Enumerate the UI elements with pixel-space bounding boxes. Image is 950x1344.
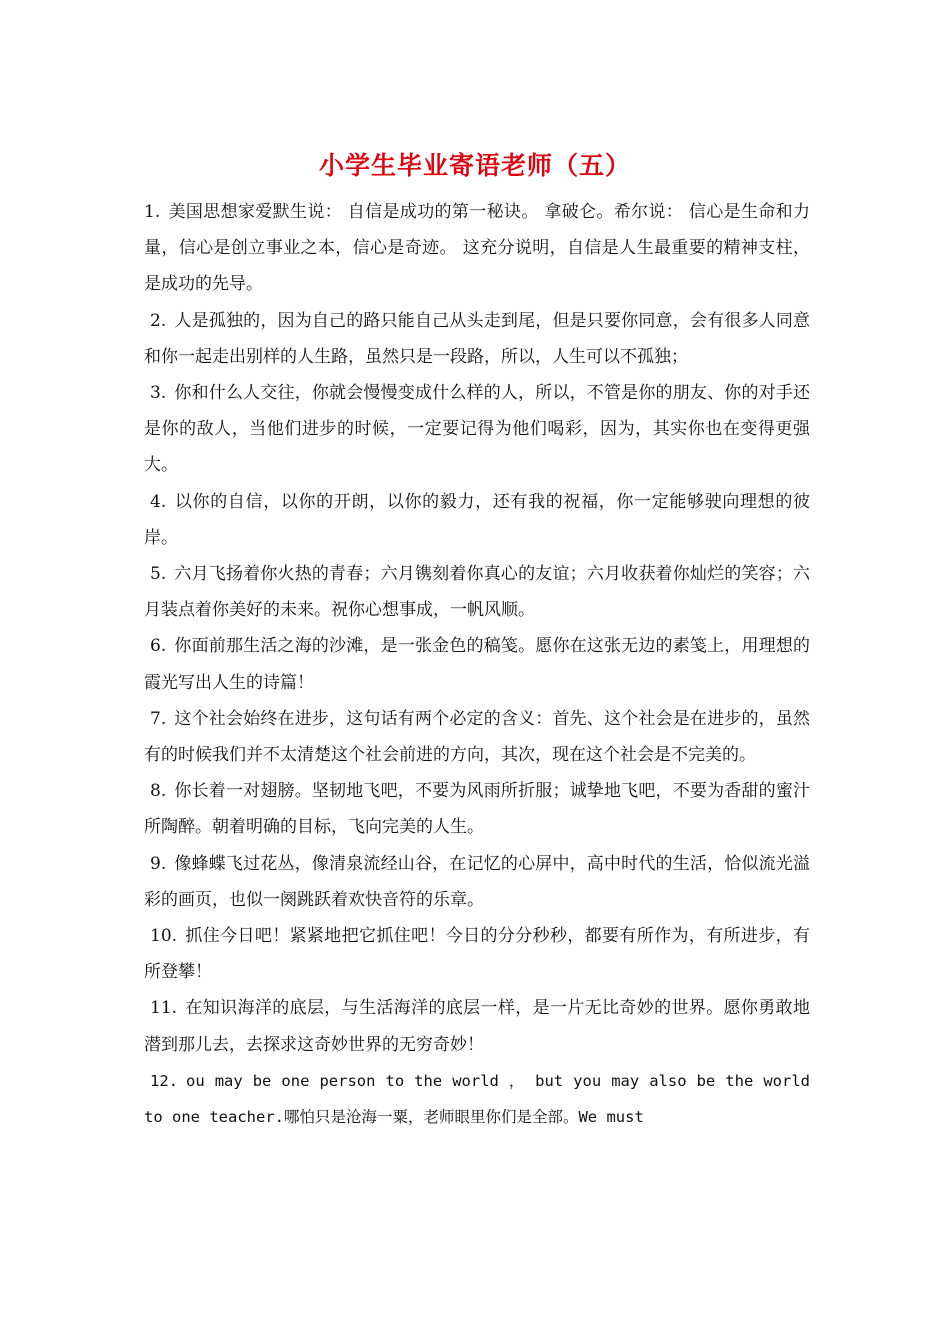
item-text: 人是孤独的，因为自己的路只能自己从头走到尾，但是只要你同意，会有很多人同意和你一起走出别样的人生路，虽然只是一段路，所以，人生可以不孤独； <box>144 310 810 367</box>
list-item <box>144 918 810 990</box>
item-number: 8. <box>150 781 167 802</box>
item-text: 美国思想家爱默生说： 自信是成功的第一秘诀。 拿破仑。希尔说： 信心是生命和力量，信心是创立事业之本，信心是奇迹。 这充分说明，自信是人生最重要的精神支柱，是成功的先导。 <box>144 202 810 295</box>
list-item <box>144 1063 810 1135</box>
item-text: 像蜂蝶飞过花丛，像清泉流经山谷，在记忆的心屏中，高中时代的生活，恰似流光溢彩的画页，也似一阕跳跃着欢快音符的乐章。 <box>144 853 810 910</box>
item-number: 11. <box>150 998 178 1019</box>
item-text: 在知识海洋的底层，与生活海洋的底层一样，是一片无比奇妙的世界。愿你勇敢地潜到那儿去，去探求这奇妙世界的无穷奇妙！ <box>144 998 810 1055</box>
item-text: 你长着一对翅膀。坚韧地飞吧，不要为风雨所折服；诚挚地飞吧，不要为香甜的蜜汁所陶醉。朝着明确的目标，飞向完美的人生。 <box>144 781 810 838</box>
list-item <box>144 773 810 845</box>
item-number: 6. <box>150 636 167 657</box>
list-item <box>144 846 810 918</box>
item-text: 六月飞扬着你火热的青春；六月镌刻着你真心的友谊；六月收获着你灿烂的笑容；六月装点着你美好的未来。祝你心想事成，一帆风顺。 <box>144 564 810 621</box>
list-item <box>144 194 810 303</box>
item-number: 3. <box>150 383 167 404</box>
list-item <box>144 628 810 700</box>
item-text: 抓住今日吧！紧紧地把它抓住吧！今日的分分秒秒，都要有所作为，有所进步，有所登攀！ <box>144 926 810 983</box>
document-body <box>144 194 810 1135</box>
list-item <box>144 484 810 556</box>
item-number: 9. <box>150 853 167 874</box>
list-item <box>144 556 810 628</box>
list-item <box>144 701 810 773</box>
item-text: 以你的自信，以你的开朗，以你的毅力，还有我的祝福，你一定能够驶向理想的彼岸。 <box>144 491 810 548</box>
item-text: ou may be one person to the world ， but you may also be the world to one teacher.哪怕只是沧海一粟，老师眼里你们是全部。We must <box>144 1071 810 1127</box>
item-number: 4. <box>150 491 167 512</box>
item-number: 5. <box>150 564 167 585</box>
item-number: 2. <box>150 310 167 331</box>
item-number: 10. <box>150 926 178 947</box>
item-number: 12. <box>150 1071 178 1090</box>
list-item <box>144 303 810 375</box>
item-text: 你和什么人交往，你就会慢慢变成什么样的人，所以，不管是你的朋友、你的对手还是你的敌人，当他们进步的时候，一定要记得为他们喝彩，因为，其实你也在变得更强大。 <box>144 383 810 476</box>
list-item <box>144 375 810 484</box>
item-number: 1. <box>144 202 161 222</box>
item-number: 7. <box>150 708 167 729</box>
document-title: 小学生毕业寄语老师（五） <box>318 151 631 180</box>
item-text: 这个社会始终在进步，这句话有两个必定的含义：首先、这个社会是在进步的，虽然有的时候我们并不太清楚这个社会前进的方向，其次，现在这个社会是不完美的。 <box>144 708 810 766</box>
item-text: 你面前那生活之海的沙滩，是一张金色的稿笺。愿你在这张无边的素笺上，用理想的霞光写出人生的诗篇！ <box>144 636 810 693</box>
list-item <box>144 990 810 1062</box>
